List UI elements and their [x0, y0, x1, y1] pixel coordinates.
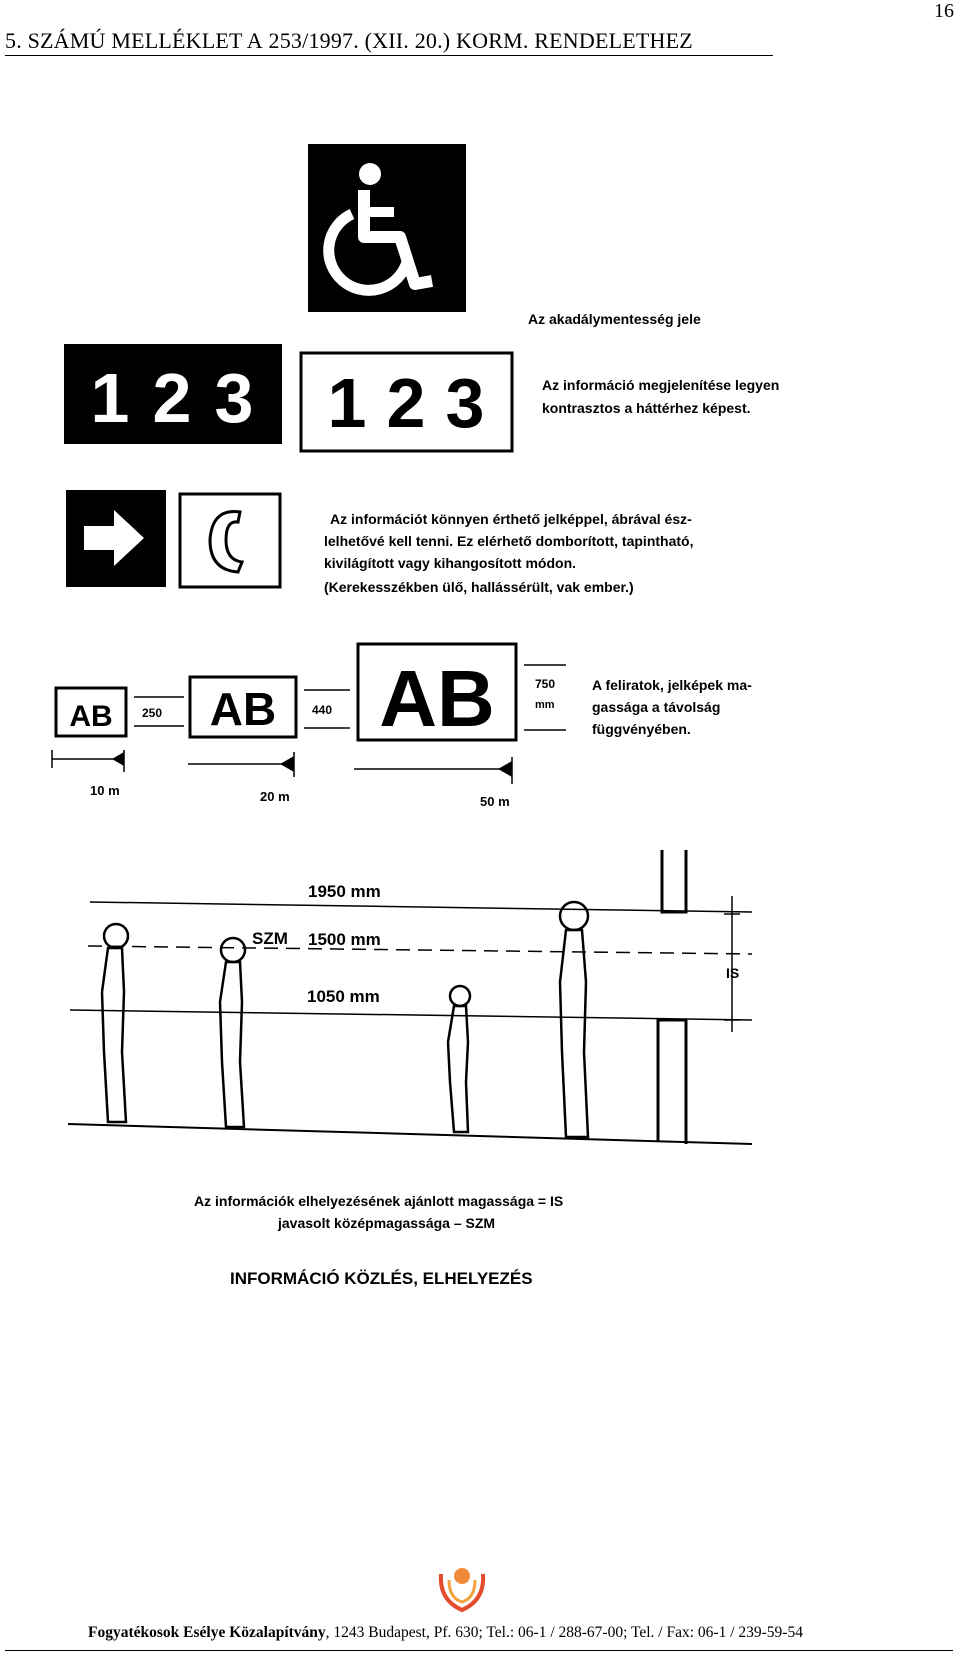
- pictogram-caption-line2: lelhetővé kell tenni. Ez elérhető domborított, tapintható,: [324, 533, 694, 549]
- ab-sign-large: AB: [379, 654, 495, 743]
- ab-sign-medium: AB: [209, 683, 277, 735]
- height-label-440: 440: [312, 703, 333, 717]
- digit: 3: [214, 359, 254, 437]
- number-sign-dark: [64, 344, 282, 444]
- header-title-part3: KORM.: [456, 28, 529, 53]
- distance-label-10m: 10 m: [90, 783, 120, 798]
- footer-address: , 1243 Budapest, Pf. 630; Tel.: 06-1 / 288-67-00; Tel. / Fax: 06-1 / 239-59-54: [325, 1624, 803, 1641]
- distance-label-50m: 50 m: [480, 794, 510, 809]
- footer-rule: [5, 1650, 953, 1651]
- information-placement-figure: [12, 132, 924, 1407]
- footer-organization: Fogyatékosok Esélye Közalapítvány: [88, 1624, 326, 1641]
- is-label: IS: [726, 965, 740, 981]
- height-label-250: 250: [142, 706, 163, 720]
- digit: 2: [152, 359, 192, 437]
- digit: 3: [445, 364, 485, 442]
- szm-label: SZM: [252, 929, 288, 948]
- digit: 1: [327, 364, 367, 442]
- mm-unit-label: mm: [535, 699, 555, 711]
- pictogram-caption-line3: kivilágított vagy kihangosított módon.: [324, 555, 577, 571]
- recommended-height-line2: javasolt középmagassága – SZM: [278, 1215, 496, 1231]
- ab-sign-small: AB: [69, 700, 113, 733]
- header-title-part2: 253/1997. (XII. 20.): [268, 28, 451, 53]
- header-rule: [5, 55, 773, 56]
- height-label-1050: 1050 mm: [307, 987, 380, 1006]
- digit: 2: [386, 364, 426, 442]
- contrast-caption-line2: kontrasztos a háttérhez képest.: [542, 400, 751, 416]
- height-label-1500: 1500 mm: [308, 930, 381, 949]
- number-sign-light: [301, 353, 512, 451]
- pictogram-caption-line1: Az információt könnyen érthető jelképpel, ábrával ész-: [330, 511, 692, 527]
- document-header: [5, 28, 693, 54]
- recommended-height-line1: Az információk elhelyezésének ajánlott magassága = IS: [194, 1193, 564, 1209]
- footer-text: [88, 1624, 803, 1642]
- digit: 1: [90, 359, 130, 437]
- header-number: 5.: [5, 28, 22, 53]
- height-label-750: 750: [535, 677, 556, 691]
- contrast-caption-line1: Az információ megjelenítése legyen: [542, 377, 780, 393]
- arrow-right-icon: [66, 490, 166, 587]
- header-title-part1: SZÁMÚ MELLÉKLET A: [27, 28, 263, 53]
- pictogram-caption-line4: (Kerekesszékben ülő, hallássérült, vak ember.): [324, 579, 634, 595]
- size-caption-line1: A feliratok, jelképek ma-: [592, 677, 752, 693]
- figure-main-caption: INFORMÁCIÓ KÖZLÉS, ELHELYEZÉS: [230, 1269, 533, 1288]
- height-label-1950: 1950 mm: [308, 882, 381, 901]
- distance-label-20m: 20 m: [260, 789, 290, 804]
- page-number: 16: [934, 0, 954, 22]
- header-title-part4: RENDELETHEZ: [534, 28, 693, 53]
- size-caption-line2: gassága a távolság: [592, 699, 721, 715]
- size-caption-line3: függvényében.: [592, 721, 691, 737]
- wheelchair-icon: [308, 144, 466, 312]
- foundation-logo: [431, 1560, 493, 1616]
- accessibility-caption: Az akadálymentesség jele: [528, 311, 701, 327]
- telephone-icon: [180, 494, 280, 587]
